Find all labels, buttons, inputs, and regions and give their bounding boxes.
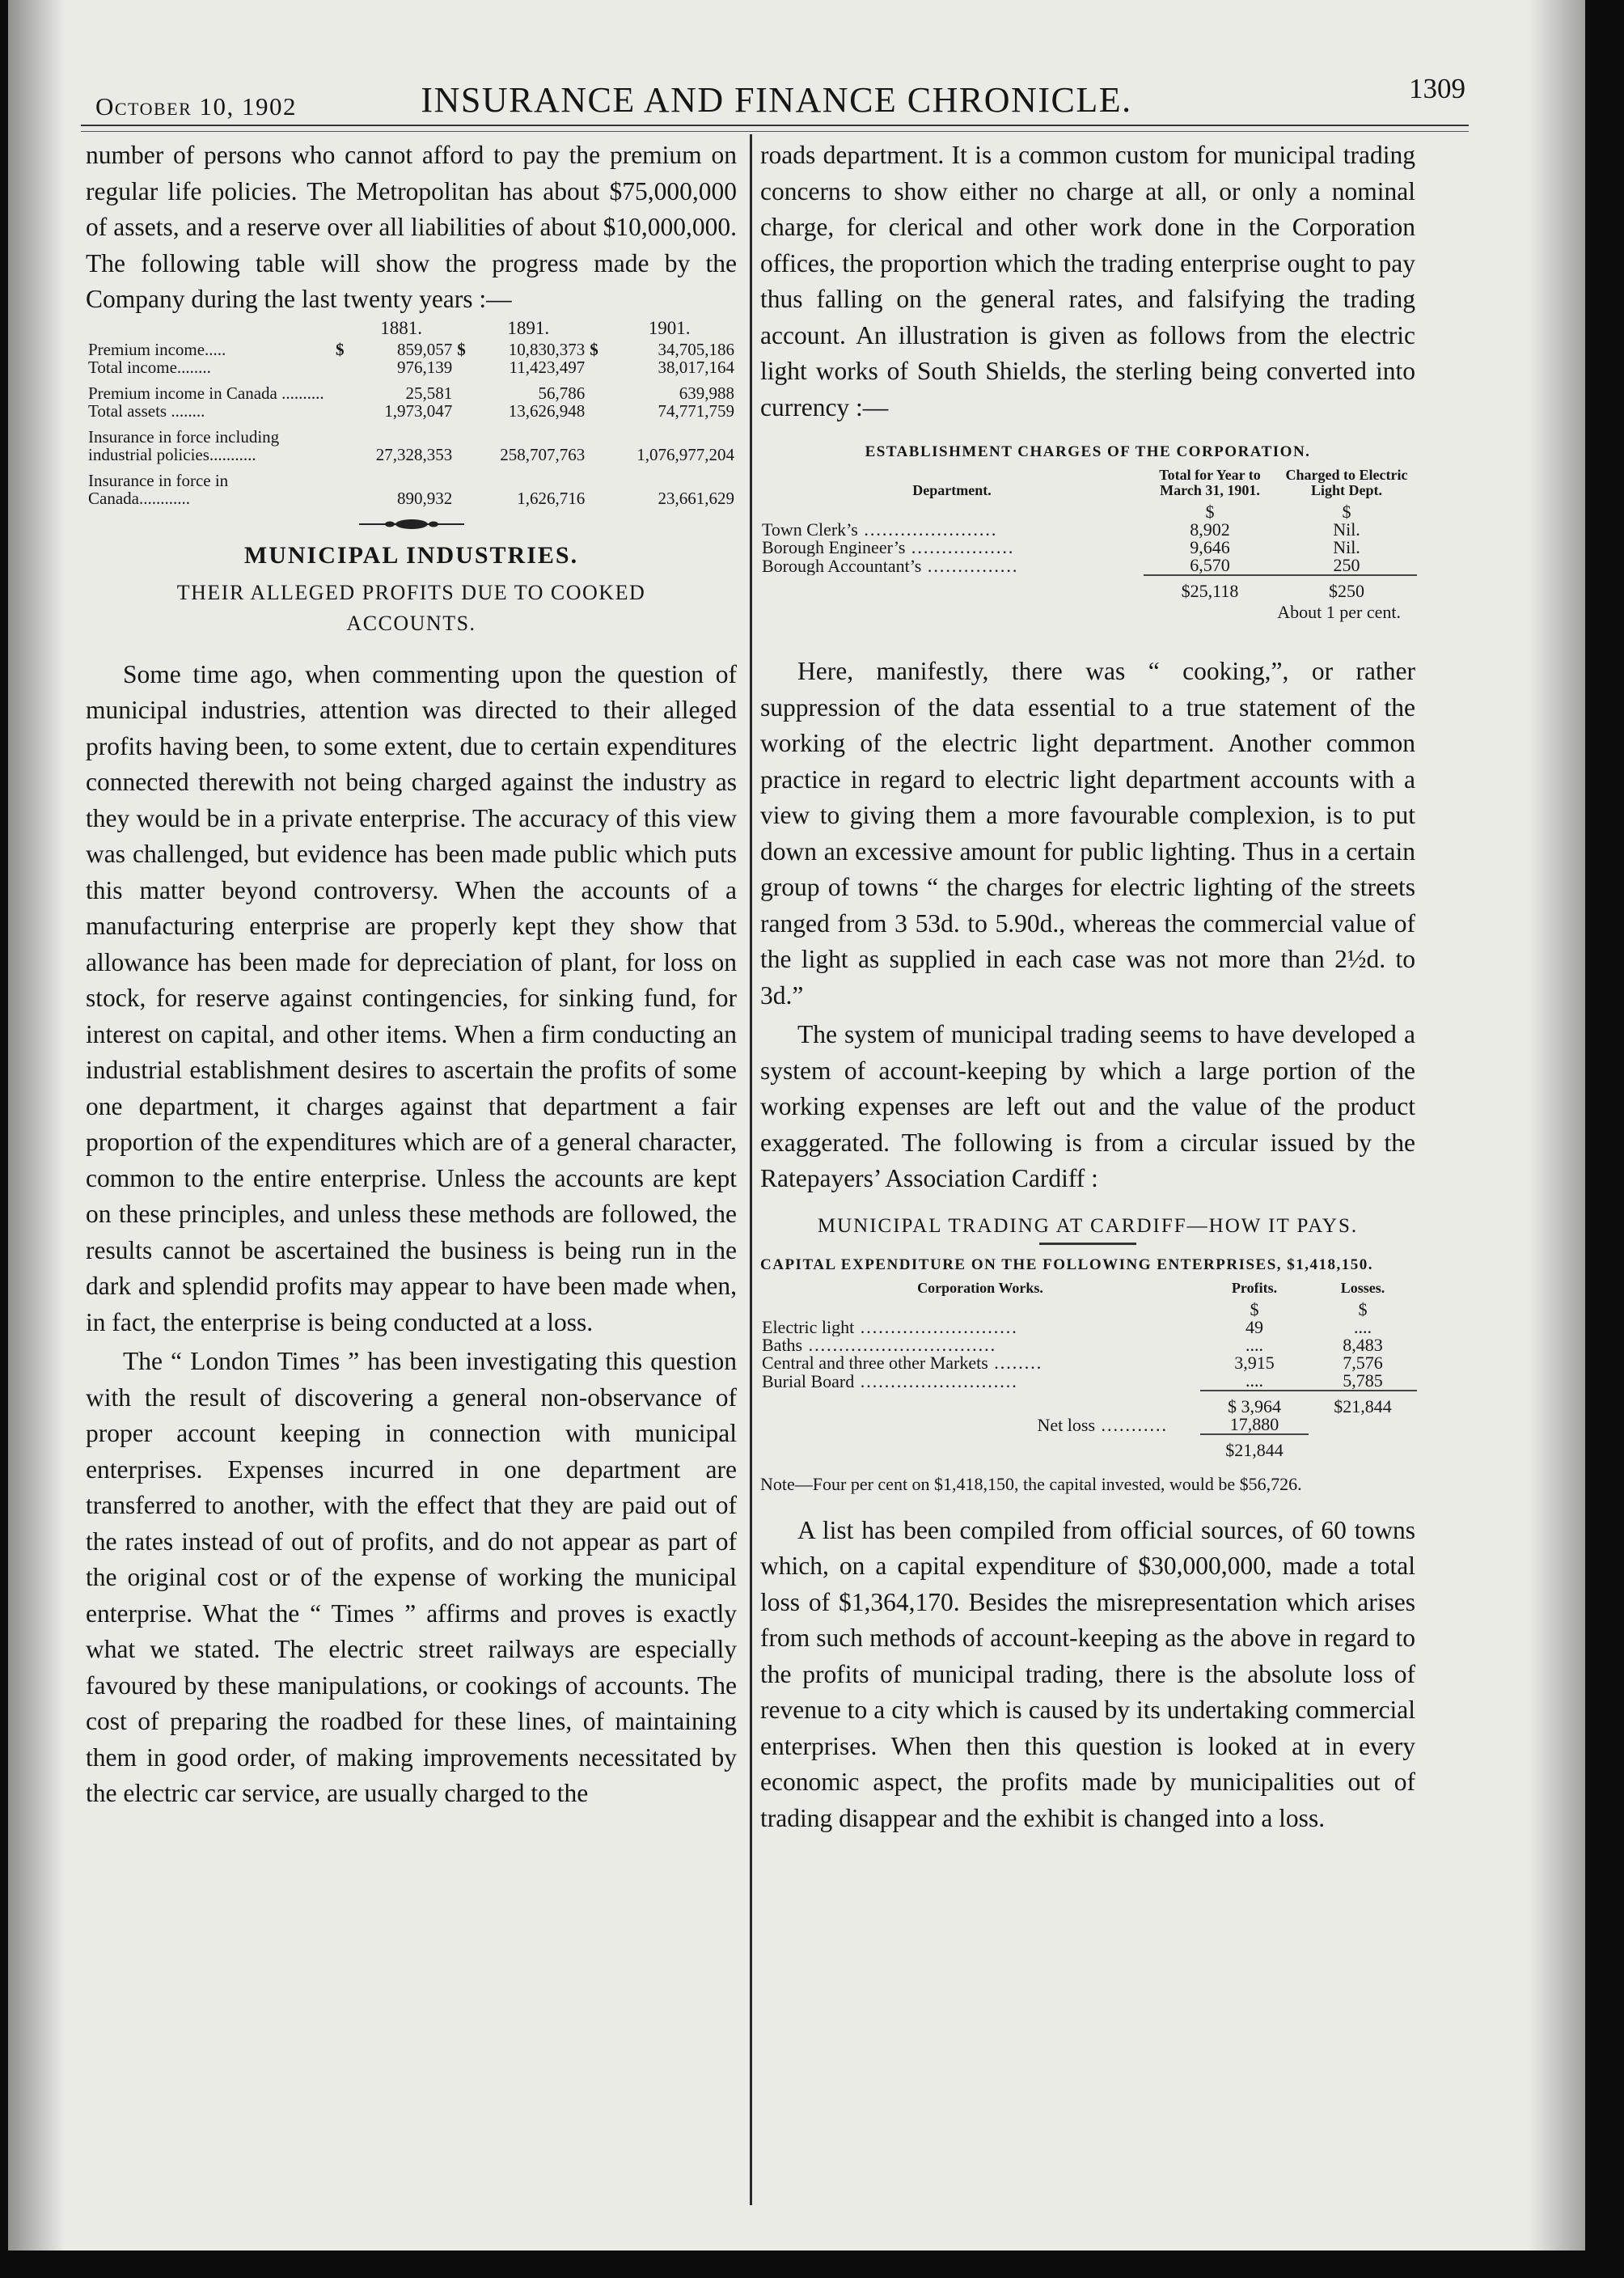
table-cell: 890,932 <box>396 488 453 508</box>
table-row: Town Clerk’s ...................... 8,902 Nil. <box>760 521 1417 539</box>
ornament-rule-icon <box>359 519 464 530</box>
row-label: Premium income..... <box>88 339 226 359</box>
column-header: Total for Year to March 31, 1901. <box>1159 467 1261 498</box>
table-cell: 8,483 <box>1343 1334 1383 1355</box>
article-paragraph: The system of municipal trading seems to have developed a system of account-keeping by which a large portion of the working expenses are left out and the value of the product exaggerated. The following is from a circular issued by the Ratepayers’ Association Cardiff : <box>760 1020 1415 1192</box>
year-header: 1891. <box>507 317 550 338</box>
right-column <box>760 138 1415 1836</box>
table-cell: 27,328,353 <box>375 444 453 464</box>
table-cell: 49 <box>1245 1316 1263 1337</box>
table-row <box>86 464 737 507</box>
establishment-charges-table <box>760 468 1417 621</box>
table-row: Burial Board .......................... .... 5,785 <box>760 1372 1417 1391</box>
table-cell: 10,830,373 <box>508 339 586 359</box>
unit-row <box>760 503 1417 521</box>
page-edge-shadow-left <box>8 0 65 2250</box>
section-subtitle: THEIR ALLEGED PROFITS DUE TO COOKED ACCOUNTS. <box>176 580 646 635</box>
cardiff-caption: CAPITAL EXPENDITURE ON THE FOLLOWING ENTERPRISES, $1,418,150. <box>760 1255 1374 1273</box>
table-cell: 23,661,629 <box>658 488 734 508</box>
row-label: Insurance in force including industrial policies........... <box>88 426 280 464</box>
table-header-row <box>760 1281 1417 1301</box>
unit-label: $ <box>1342 502 1351 522</box>
table-footnote: About 1 per cent. <box>1277 602 1401 622</box>
table-row <box>86 376 737 402</box>
row-label: Electric light <box>762 1318 855 1336</box>
dollar-sign: $ <box>457 339 466 359</box>
row-label: Borough Engineer’s <box>762 539 906 557</box>
total-row <box>760 1391 1417 1416</box>
row-label: Premium income in Canada .......... <box>88 383 324 403</box>
total-cell: $21,844 <box>1309 1391 1417 1416</box>
table-cell: 56,786 <box>538 383 586 403</box>
page-number: 1309 <box>1409 73 1465 104</box>
left-column <box>86 138 737 1812</box>
cardiff-note: Note—Four per cent on $1,418,150, the capital invested, would be $56,726. <box>760 1473 1302 1494</box>
row-label: Central and three other Markets <box>762 1353 988 1372</box>
row-label: Borough Accountant’s <box>762 557 922 575</box>
cardiff-table <box>760 1281 1417 1459</box>
article-paragraph: roads department. It is a common custom for municipal trading concerns to show either no charge at all, or only a nominal charge, for clerical and other work done in the Corporation offices, the proportion which the trading enterprise ought to pay thus falling on the general rates, and falsifying the trading account. An illustration is given as follows from the electric light works of South Shields, the sterling being converted into currency :— <box>760 141 1415 421</box>
article-paragraph: The “ London Times ” has been investigating this question with the result of discovering a general non-observance of proper account keeping in connection with municipal enterprises. Expenses incurred in one department are transferred to another, with the effect that they are paid out of the rates instead of out of profits, and do not appear as part of the original cost or of the expense of working the municipal enterprise. What the “ Times ” affirms and proves is exactly what we stated. The electric street railways are especially favoured by these manipulations, or cookings of accounts. The cost of preparing the roadbed for these lines, of maintaining them in good order, of making improvements necessitated by the electric car service, are usually charged to the <box>86 1347 737 1807</box>
table-cell: 1,626,716 <box>517 488 586 508</box>
table-cell: 13,626,948 <box>508 400 586 421</box>
table-cell: Nil. <box>1333 519 1360 540</box>
table-cell: 258,707,763 <box>500 444 586 464</box>
unit-label: $ <box>1250 1298 1259 1319</box>
table-cell: 34,705,186 <box>658 339 734 359</box>
table-cell: 859,057 <box>396 339 453 359</box>
table-cell: 7,576 <box>1343 1352 1383 1373</box>
net-loss-row: Net loss ........... 17,880 <box>760 1416 1417 1434</box>
dollar-sign: $ <box>336 339 345 359</box>
table-row <box>86 420 737 464</box>
table-cell: 25,581 <box>405 383 453 403</box>
journal-title: INSURANCE AND FINANCE CHRONICLE. <box>421 80 1132 120</box>
table-cell: 5,785 <box>1343 1370 1383 1391</box>
table-cell: 6,570 <box>1190 555 1230 575</box>
progress-table-header <box>86 320 737 341</box>
column-header: Profits. <box>1231 1279 1278 1296</box>
head-rule-thin <box>81 131 1469 132</box>
total-cell: $ 3,964 <box>1200 1391 1309 1416</box>
unit-label: $ <box>1358 1298 1368 1319</box>
table-cell: 639,988 <box>679 383 734 403</box>
year-header: 1881. <box>380 317 422 338</box>
column-header: Corporation Works. <box>917 1279 1043 1296</box>
table-row: Borough Engineer’s ................. 9,646 Nil. <box>760 539 1417 557</box>
net-total-row <box>760 1434 1417 1459</box>
cardiff-title: MUNICIPAL TRADING AT CARDIFF—HOW IT PAYS. <box>817 1214 1359 1237</box>
column-header: Losses. <box>1340 1279 1385 1296</box>
table-cell: .... <box>1354 1316 1372 1337</box>
row-label: Town Clerk’s <box>762 521 858 539</box>
table-cell: 9,646 <box>1190 537 1230 557</box>
article-paragraph: Some time ago, when commenting upon the question of municipal industries, attention was directed to their alleged profits having been, to some extent, due to certain expenditures connected therewith not being charged against the industry as they would be in a private enterprise. The accuracy of this view was challenged, but evidence has been made public which puts this matter beyond controversy. When the accounts of a manufacturing enterprise are properly kept they show that allowance has been made for depreciation of plant, for loss on stock, for reserve against contingencies, for sinking fund, for interest on capital, and other items. When a firm conducting an industrial establishment desires to ascertain the profits of some one department, it charges against that department a fair proportion of the expenditures which are of a general character, common to the entire enterprise. Unless the accounts are kept on these principles, and unless these methods are followed, the results cannot be ascertained the business is being run in the dark and splendid profits may appear to have been made when, in fact, the enterprise is being conducted at a loss. <box>86 659 737 1336</box>
table-cell: 74,771,759 <box>658 400 734 421</box>
issue-date: October 10, 1902 <box>95 92 298 121</box>
newspaper-page <box>8 0 1585 2250</box>
column-divider <box>750 134 752 2205</box>
table-row: Baths ............................... .... 8,483 <box>760 1336 1417 1354</box>
page-edge-shadow-right <box>1529 0 1585 2250</box>
table-cell: .... <box>1245 1334 1263 1355</box>
short-rule <box>1039 1243 1136 1245</box>
establishment-table-caption: ESTABLISHMENT CHARGES OF THE CORPORATION. <box>865 443 1311 460</box>
table-row: Central and three other Markets ........ 3,915 7,576 <box>760 1354 1417 1372</box>
article-paragraph: A list has been compiled from official sources, of 60 towns which, on a capital expenditure of $30,000,000, made a total loss of $1,364,170. Besides the misrepresentation which arises from such methods of account-keeping as the above in regard to the profits of municipal trading, there is the absolute loss of revenue to a city which is caused by its undertaking commercial enterprises. When then this question is looked at in every economic aspect, the profits made by municipalities out of trading disappear and the exhibit is changed into a loss. <box>760 1515 1415 1832</box>
net-loss-value: 17,880 <box>1229 1413 1279 1434</box>
row-label: Burial Board <box>762 1371 855 1391</box>
column-header: Charged to Electric Light Dept. <box>1285 467 1408 498</box>
net-loss-label: Net loss <box>1037 1414 1095 1435</box>
row-label: Baths <box>762 1336 803 1354</box>
dollar-sign: $ <box>590 339 598 359</box>
article-paragraph: Here, manifestly, there was “ cooking,”, or rather suppression of the data essential to a true statement of the working of the electric light department. Another common practice in regard to electric light department accounts with a view to giving them a more favourable complexion, is to put down an excessive amount for public lighting. Thus in a certain group of towns “ the charges for electric lighting of the streets ranged from 3 53d. to 5.90d., whereas the commercial value of the light as supplied in each case was not more than 2½d. to 3d.” <box>760 657 1415 1010</box>
table-cell: 976,139 <box>396 357 453 377</box>
table-cell: 1,973,047 <box>384 400 453 421</box>
footnote-row <box>760 600 1417 621</box>
section-ornament <box>86 519 737 534</box>
head-rule <box>81 125 1469 126</box>
column-header: Department. <box>912 482 992 498</box>
row-label: Insurance in force in Canada............ <box>88 470 229 508</box>
table-cell: 38,017,164 <box>658 357 734 377</box>
row-label: Total assets ........ <box>88 400 205 421</box>
table-row: Borough Accountant’s ............... 6,570 250 <box>760 557 1417 575</box>
table-row <box>86 341 737 358</box>
unit-row <box>760 1301 1417 1319</box>
table-row <box>86 402 737 420</box>
total-row <box>760 575 1417 600</box>
section-title: MUNICIPAL INDUSTRIES. <box>243 541 579 569</box>
table-row: Electric light .......................... 49 .... <box>760 1319 1417 1336</box>
total-cell: $25,118 <box>1144 575 1276 600</box>
table-cell: 8,902 <box>1190 519 1230 540</box>
running-head <box>81 58 1472 123</box>
unit-label: $ <box>1205 502 1215 522</box>
table-cell: 11,423,497 <box>509 357 586 377</box>
table-cell: Nil. <box>1333 537 1360 557</box>
row-label: Total income........ <box>88 357 211 377</box>
table-cell: 250 <box>1333 555 1360 575</box>
total-cell: $250 <box>1276 575 1417 600</box>
table-header-row <box>760 468 1417 503</box>
table-cell: 1,076,977,204 <box>636 444 734 464</box>
table-cell: .... <box>1245 1370 1263 1391</box>
year-header: 1901. <box>648 317 691 338</box>
intro-paragraph: number of persons who cannot afford to pay the premium on regular life policies. The Metropolitan has about $75,000,000 of assets, and a reserve over all liabilities of about $10,000,000. The following table will show the progress made by the Company during the last twenty years :— <box>86 141 737 313</box>
table-row <box>86 358 737 376</box>
net-total-value: $21,844 <box>1200 1434 1309 1459</box>
table-cell: 3,915 <box>1234 1352 1275 1373</box>
progress-table <box>86 317 737 508</box>
